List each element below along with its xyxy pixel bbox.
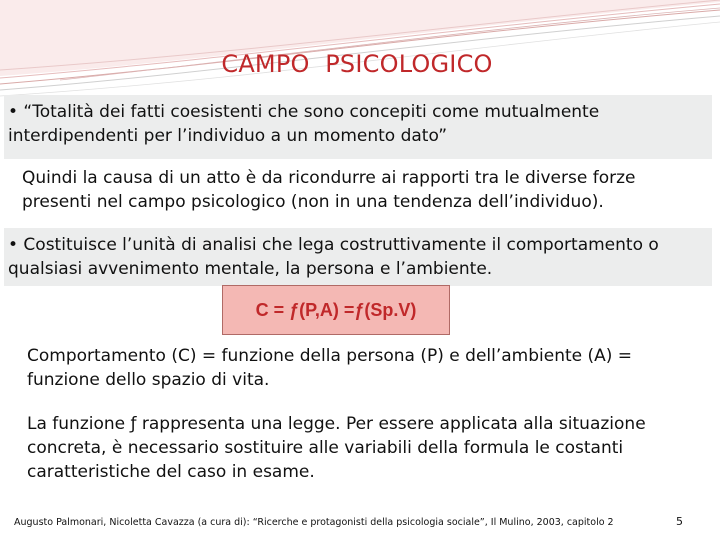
unit-of-analysis-paragraph: • Costituisce l’unità di analisi che lega costruttivamente il comportamento o qualsiasi avvenimento mentale, la persona e l’ambiente. (8, 235, 659, 279)
function-law-paragraph: La funzione ƒ rappresenta una legge. Per essere applicata alla situazione concreta, è necessario sostituire alle variabili della formula le costanti caratteristiche del caso in esame. (27, 414, 646, 482)
slide-title: CAMPO PSICOLOGICO (221, 50, 493, 78)
definition-paragraph: • “Totalità dei fatti coesistenti che sono concepiti come mutualmente interdipendenti per l’individuo a un momento dato” (8, 102, 600, 146)
formula-text: C = ƒ(P,A) =ƒ(Sp.V) (255, 299, 417, 320)
consequence-paragraph: Quindi la causa di un atto è da ricondurre ai rapporti tra le diverse forze presenti nel campo psicologico (non in una tendenza dell’individuo). (22, 168, 636, 212)
behavior-function-paragraph: Comportamento (C) = funzione della persona (P) e dell’ambiente (A) = funzione dello spazio di vita. (27, 346, 633, 390)
formula-box (222, 285, 450, 335)
page-number: 5 (676, 515, 683, 528)
footer-citation: Augusto Palmonari, Nicoletta Cavazza (a cura di): “Ricerche e protagonisti della psicologia sociale”, Il Mulino, 2003, capitolo 2 (14, 517, 614, 528)
